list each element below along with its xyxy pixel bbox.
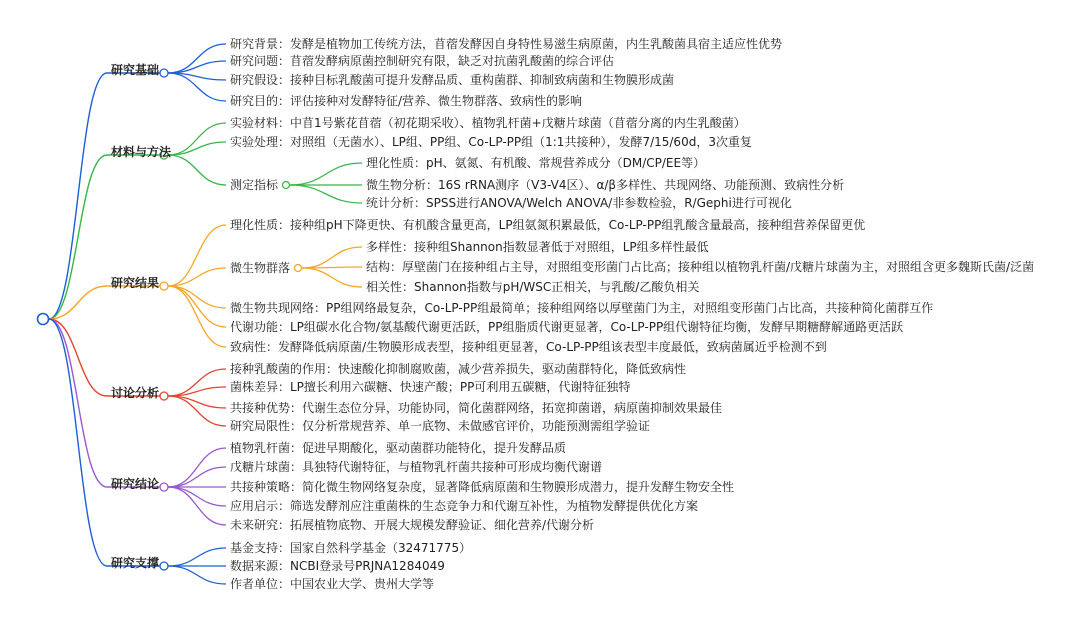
item-link-basis-0 [168, 44, 226, 73]
expand-toggle-discussion[interactable] [160, 392, 168, 400]
item-results-3: 代谢功能：LP组碳水化合物/氨基酸代谢更活跃，PP组脂质代谢更显著，Co-LP-PP组代谢特征均衡，发酵早期糖酵解通路更活跃 [230, 320, 904, 334]
item-link-conclusion-1 [168, 467, 226, 487]
subitem-methods-2: 统计分析：SPSS进行ANOVA/Welch ANOVA/非参数检验，R/Gephi进行可视化 [366, 196, 792, 210]
item-support-2: 作者单位：中国农业大学、贵州大学等 [230, 577, 435, 591]
expand-toggle-results[interactable] [160, 282, 168, 290]
item-link-discussion-2 [168, 396, 226, 408]
item-basis-0: 研究背景：发酵是植物加工传统方法，苜蓿发酵因自身特性易滋生病原菌，内生乳酸菌具宿主适应性优势 [230, 37, 783, 51]
expand-toggle-methods-2[interactable] [283, 182, 290, 189]
item-link-methods-2 [168, 155, 226, 185]
category-conclusion[interactable]: 研究结论 [111, 477, 160, 491]
sub-link-results-2 [302, 268, 362, 287]
item-link-conclusion-4 [168, 487, 226, 525]
item-conclusion-2: 共接种策略：简化微生物网络复杂度，显著降低病原菌和生物膜形成潜力，提升发酵生物安全性 [230, 480, 735, 494]
root-link-basis [49, 73, 107, 319]
category-basis[interactable]: 研究基础 [111, 63, 160, 77]
item-methods-2[interactable]: 测定指标 [230, 178, 279, 192]
item-results-0: 理化性质：接种组pH下降更快、有机酸含量更高，LP组氨氮积累最低，Co-LP-PP组乳酸含量最高，接种组营养保留更优 [230, 218, 866, 232]
item-discussion-0: 接种乳酸菌的作用：快速酸化抑制腐败菌，减少营养损失，驱动菌群特化，降低致病性 [230, 362, 687, 376]
item-link-results-4 [168, 286, 226, 347]
item-discussion-3: 研究局限性：仅分析常规营养、单一底物、未做感官评价，功能预测需组学验证 [230, 419, 651, 433]
item-support-0: 基金支持：国家自然科学基金（32471775） [230, 541, 472, 555]
expand-toggle-results-1[interactable] [295, 265, 302, 272]
item-link-results-2 [168, 286, 226, 308]
item-link-conclusion-3 [168, 487, 226, 506]
root-link-discussion [49, 319, 107, 396]
category-methods[interactable]: 材料与方法 [111, 145, 172, 159]
item-link-methods-0 [168, 123, 226, 155]
item-conclusion-4: 未来研究：拓展植物底物、开展大规模发酵验证、细化营养/代谢分析 [230, 518, 595, 532]
subitem-results-2: 相关性：Shannon指数与pH/WSC正相关，与乳酸/乙酸负相关 [366, 280, 700, 294]
item-link-discussion-3 [168, 396, 226, 426]
item-methods-0: 实验材料：中苜1号紫花苜蓿（初花期采收）、植物乳杆菌+戊糖片球菌（苜蓿分离的内生乳酸菌） [230, 116, 746, 130]
category-support[interactable]: 研究支撑 [111, 556, 160, 570]
subitem-methods-0: 理化性质：pH、氨氮、有机酸、常规营养成分（DM/CP/EE等） [366, 156, 706, 170]
item-link-support-2 [168, 566, 226, 584]
item-link-basis-1 [168, 61, 226, 73]
item-conclusion-3: 应用启示：筛选发酵剂应注重菌株的生态竞争力和代谢互补性，为植物发酵提供优化方案 [230, 499, 699, 513]
item-basis-3: 研究目的：评估接种对发酵特征/营养、微生物群落、致病性的影响 [230, 94, 583, 108]
subitem-results-0: 多样性：接种组Shannon指数显著低于对照组，LP组多样性最低 [366, 240, 709, 254]
item-link-support-0 [168, 548, 226, 566]
item-link-basis-3 [168, 73, 226, 101]
expand-toggle-support[interactable] [160, 562, 168, 570]
item-link-results-3 [168, 286, 226, 327]
root-link-methods [49, 155, 107, 319]
item-results-4: 致病性：发酵降低病原菌/生物膜形成表型，接种组更显著，Co-LP-PP组该表型丰度最低，致病菌属近乎检测不到 [230, 340, 827, 354]
subitem-results-1: 结构：厚壁菌门在接种组占主导，对照组变形菌门占比高；接种组以植物乳杆菌/戊糖片球菌为主，对照组含更多魏斯氏菌/泛菌 [366, 260, 1035, 274]
root-node[interactable] [38, 314, 49, 325]
item-results-2: 微生物共现网络：PP组网络最复杂，Co-LP-PP组最简单；接种组网络以厚壁菌门为主，对照组变形菌门占比高，共接种简化菌群互作 [230, 301, 934, 315]
expand-toggle-basis[interactable] [160, 69, 168, 77]
sub-link-results-0 [302, 247, 362, 268]
item-discussion-1: 菌株差异：LP擅长利用六碳糖、快速产酸；PP可利用五碳糖，代谢特征独特 [230, 380, 631, 394]
expand-toggle-conclusion[interactable] [160, 483, 168, 491]
category-discussion[interactable]: 讨论分析 [111, 386, 160, 400]
root-link-conclusion [49, 319, 107, 487]
sub-link-methods-2 [290, 185, 362, 203]
item-discussion-2: 共接种优势：代谢生态位分异，功能协同，简化菌群网络，拓宽抑菌谱，病原菌抑制效果最佳 [230, 401, 723, 415]
item-conclusion-0: 植物乳杆菌：促进早期酸化，驱动菌群功能特化，提升发酵品质 [230, 441, 567, 455]
item-conclusion-1: 戊糖片球菌：具独特代谢特征，与植物乳杆菌共接种可形成均衡代谢谱 [230, 460, 603, 474]
subitem-methods-1: 微生物分析：16S rRNA测序（V3-V4区）、α/β多样性、共现网络、功能预测、致病性分析 [366, 178, 845, 192]
category-results[interactable]: 研究结果 [111, 276, 160, 290]
item-support-1: 数据来源：NCBI登录号PRJNA1284049 [230, 559, 445, 573]
sub-link-methods-0 [290, 163, 362, 185]
item-basis-1: 研究问题：苜蓿发酵病原菌控制研究有限，缺乏对抗菌乳酸菌的综合评估 [230, 54, 615, 68]
item-methods-1: 实验处理：对照组（无菌水）、LP组、PP组、Co-LP-PP组（1:1共接种），发酵7/15/60d，3次重复 [230, 135, 752, 149]
item-link-methods-1 [168, 142, 226, 155]
item-results-1[interactable]: 微生物群落 [230, 261, 291, 275]
item-basis-2: 研究假设：接种目标乳酸菌可提升发酵品质、重构菌群、抑制致病菌和生物膜形成菌 [230, 73, 675, 87]
